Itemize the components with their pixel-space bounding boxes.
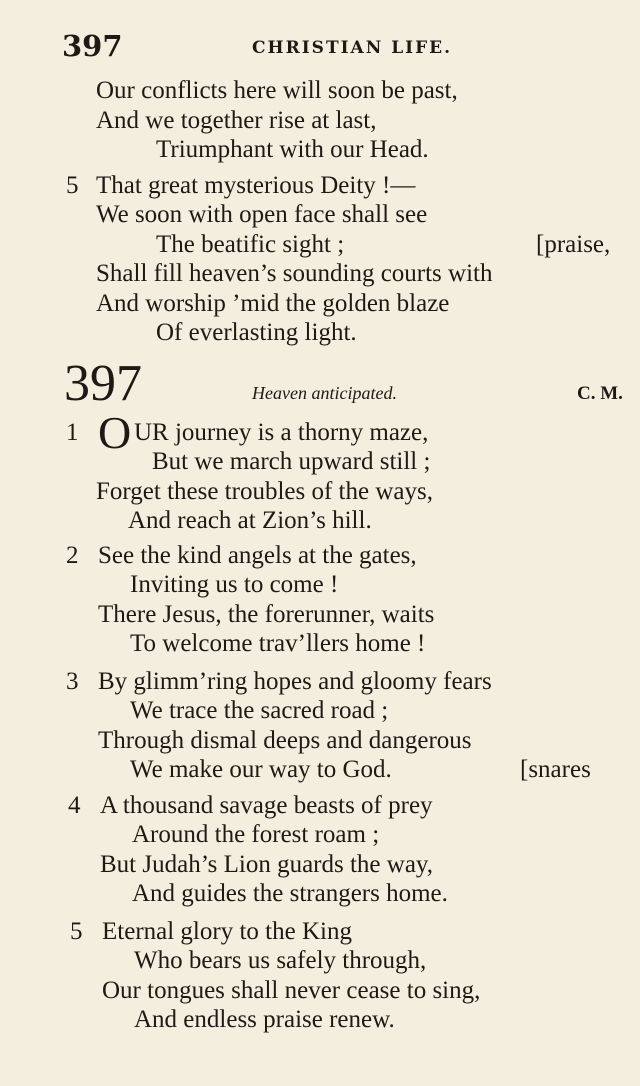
verse-line: And worship ’mid the golden blaze xyxy=(96,290,450,317)
verse-line: And guides the strangers home. xyxy=(132,880,448,907)
verse-line: Who bears us safely through, xyxy=(134,947,427,974)
verse-line: Eternal glory to the King xyxy=(102,918,352,945)
verse-line: To welcome trav’llers home ! xyxy=(130,630,426,657)
verse-line: UR journey is a thorny maze, xyxy=(134,419,429,446)
verse-line: We soon with open face shall see xyxy=(96,201,428,228)
verse-line: By glimm’ring hopes and gloomy fears xyxy=(98,668,492,695)
verse-line: We make our way to God. xyxy=(130,756,392,783)
verse-number: 4 xyxy=(68,792,81,819)
verse-line: Inviting us to come ! xyxy=(130,571,339,598)
verse-line: Our tongues shall never cease to sing, xyxy=(102,977,481,1004)
verse-number: 3 xyxy=(66,668,79,695)
verse-line: Triumphant with our Head. xyxy=(156,136,429,163)
drop-cap: O xyxy=(98,407,132,458)
page-number: 397 xyxy=(62,29,123,63)
verse-number: 5 xyxy=(70,918,83,945)
verse-line: Shall fill heaven’s sounding courts with xyxy=(96,260,493,287)
verse-line: And endless praise renew. xyxy=(134,1006,395,1033)
verse-line: A thousand savage beasts of prey xyxy=(100,792,433,819)
verse-number: 5 xyxy=(66,172,79,199)
verse-line: And we together rise at last, xyxy=(96,107,377,134)
verse-line: That great mysterious Deity !— xyxy=(96,172,416,199)
verse-line: Of everlasting light. xyxy=(156,319,357,346)
verse-number: 1 xyxy=(66,419,79,446)
verse-line: There Jesus, the forerunner, waits xyxy=(98,601,435,628)
verse-line: Our conflicts here will soon be past, xyxy=(96,77,458,104)
verse-line-turnover: [snares xyxy=(520,756,591,783)
verse-line: And reach at Zion’s hill. xyxy=(128,507,372,534)
hymn-title: Heaven anticipated. xyxy=(252,383,397,403)
verse-line: Forget these troubles of the ways, xyxy=(96,478,433,505)
verse-line: Around the forest roam ; xyxy=(132,821,380,848)
verse-line: Through dismal deeps and dangerous xyxy=(98,727,472,754)
verse-line: But we march upward still ; xyxy=(152,448,431,475)
verse-number: 2 xyxy=(66,542,79,569)
running-title: CHRISTIAN LIFE. xyxy=(252,38,453,58)
verse-line: The beatific sight ; xyxy=(156,231,345,258)
verse-line: We trace the sacred road ; xyxy=(130,697,389,724)
verse-line: See the kind angels at the gates, xyxy=(98,542,417,569)
hymn-number: 397 xyxy=(64,355,142,412)
verse-line-turnover: [praise, xyxy=(536,231,611,258)
verse-line: But Judah’s Lion guards the way, xyxy=(100,851,434,878)
hymn-meter: C. M. xyxy=(577,383,623,404)
